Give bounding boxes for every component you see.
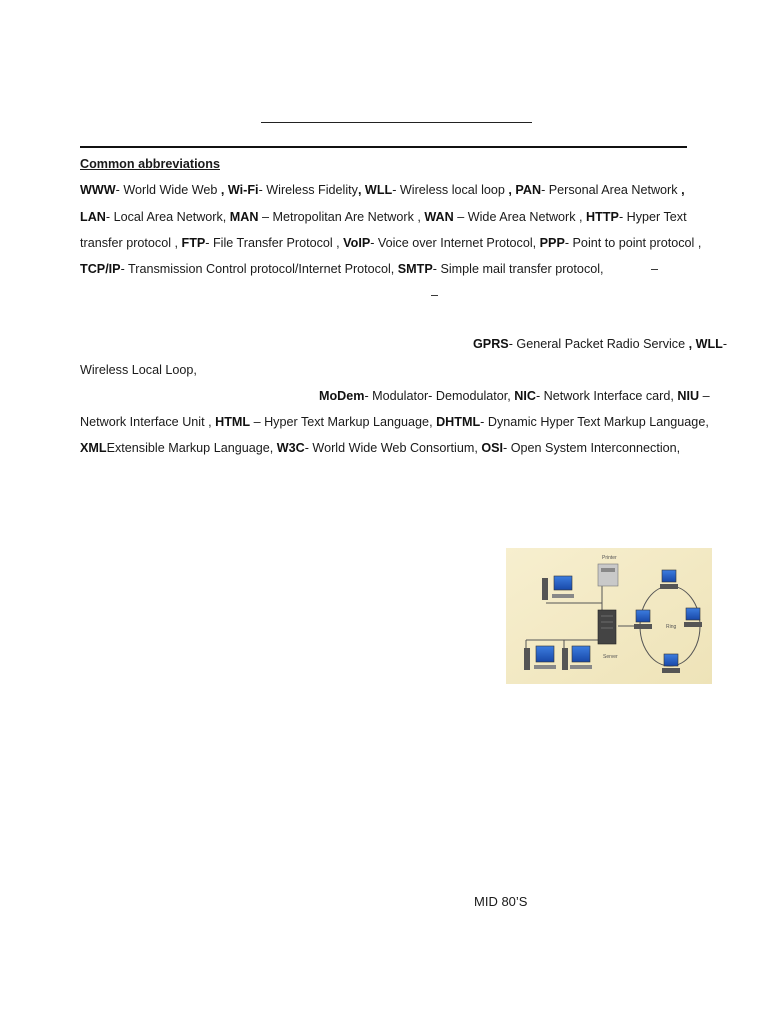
abbrev-definition: - Modulator- Demodulator,	[364, 389, 515, 403]
abbrev-line-2	[80, 209, 720, 225]
abbrev-definition: - Local Area Network,	[105, 210, 230, 224]
abbrev-term: XML	[80, 441, 107, 455]
abbrev-term: , WLL	[357, 183, 393, 197]
printer-icon	[598, 564, 618, 586]
abbrev-term: DHTML	[436, 415, 481, 429]
abbrev-term: NIC	[514, 389, 536, 403]
abbrev-term: HTML	[215, 415, 251, 429]
abbrev-line-1	[80, 182, 720, 198]
abbrev-definition: - Hyper Text	[618, 210, 687, 224]
dash-1: –	[651, 262, 659, 276]
abbrev-term: NIU	[677, 389, 700, 403]
abbrev-term: , Wi-Fi	[220, 183, 259, 197]
abbrev-term: HTTP	[586, 210, 619, 224]
network-topology-figure	[506, 548, 712, 684]
abbrev-definition: - Personal Area Network	[541, 183, 682, 197]
computer-icon-top-left	[542, 576, 574, 600]
xml-line	[80, 440, 720, 456]
abbrev-definition: – Metropolitan Are Network ,	[258, 210, 425, 224]
abbrev-term: FTP	[181, 236, 206, 250]
computer-icon-ring-right	[684, 608, 702, 627]
title-underline	[261, 122, 532, 123]
section-heading: Common abbreviations	[80, 157, 220, 171]
abbrev-definition: - Transmission Control protocol/Internet Protocol,	[120, 262, 398, 276]
abbrev-term: MoDem	[319, 389, 365, 403]
abbrev-definition: - File Transfer Protocol ,	[205, 236, 344, 250]
abbrev-definition: - Wireless Fidelity	[258, 183, 358, 197]
abbrev-term: VoIP	[343, 236, 371, 250]
computer-icon-ring-bottom	[662, 654, 680, 673]
server-label: Server	[603, 654, 618, 660]
abbrev-definition: - Dynamic Hyper Text Markup Language,	[480, 415, 709, 429]
ring-label: Ring	[666, 624, 677, 630]
abbrev-term: , WLL	[688, 337, 723, 351]
abbrev-line-3	[80, 235, 720, 251]
gprs-line	[473, 336, 733, 352]
abbrev-definition: transfer protocol ,	[80, 236, 182, 250]
modem-line	[319, 388, 739, 404]
printer-label: Printer	[602, 555, 617, 561]
abbrev-line-4	[80, 261, 640, 277]
computer-icon-bottom-2	[562, 646, 592, 670]
abbrev-term: , PAN	[508, 183, 542, 197]
abbrev-term: OSI	[481, 441, 504, 455]
abbrev-definition: - Open System Interconnection,	[503, 441, 681, 455]
abbrev-definition: -	[722, 337, 728, 351]
abbrev-definition: – Wide Area Network ,	[453, 210, 587, 224]
abbrev-term: LAN	[80, 210, 106, 224]
abbrev-definition: - Wireless local loop	[392, 183, 509, 197]
niu-line	[80, 414, 720, 430]
abbrev-term: WAN	[424, 210, 454, 224]
abbrev-term: SMTP	[397, 262, 433, 276]
dash-2: –	[431, 288, 439, 302]
abbrev-definition: - Point to point protocol ,	[564, 236, 702, 250]
wll-line: Wireless Local Loop,	[80, 363, 197, 377]
computer-icon-ring-top	[660, 570, 678, 589]
abbrev-definition: - Network Interface card,	[535, 389, 678, 403]
abbrev-term: PPP	[539, 236, 565, 250]
abbrev-definition: - General Packet Radio Service	[508, 337, 689, 351]
abbrev-definition: – Hyper Text Markup Language,	[250, 415, 437, 429]
computer-icon-ring-left	[634, 610, 652, 629]
abbrev-term: GPRS	[473, 337, 509, 351]
abbrev-term: TCP/IP	[80, 262, 121, 276]
abbrev-definition: Extensible Markup Language,	[106, 441, 277, 455]
abbrev-term: MAN	[229, 210, 259, 224]
abbrev-definition: –	[699, 389, 710, 403]
abbrev-definition: Network Interface Unit ,	[80, 415, 216, 429]
abbrev-term: W3C	[276, 441, 305, 455]
abbrev-term: WWW	[80, 183, 116, 197]
abbrev-definition: - World Wide Web Consortium,	[304, 441, 482, 455]
caption-mid-80s: MID 80’S	[474, 894, 528, 909]
abbrev-term: ,	[681, 183, 685, 197]
abbrev-definition: - Voice over Internet Protocol,	[370, 236, 540, 250]
header-rule	[80, 146, 687, 148]
abbrev-definition: - World Wide Web	[115, 183, 221, 197]
abbrev-definition: - Simple mail transfer protocol,	[432, 262, 604, 276]
computer-icon-bottom-1	[524, 646, 556, 670]
server-icon	[598, 610, 616, 644]
